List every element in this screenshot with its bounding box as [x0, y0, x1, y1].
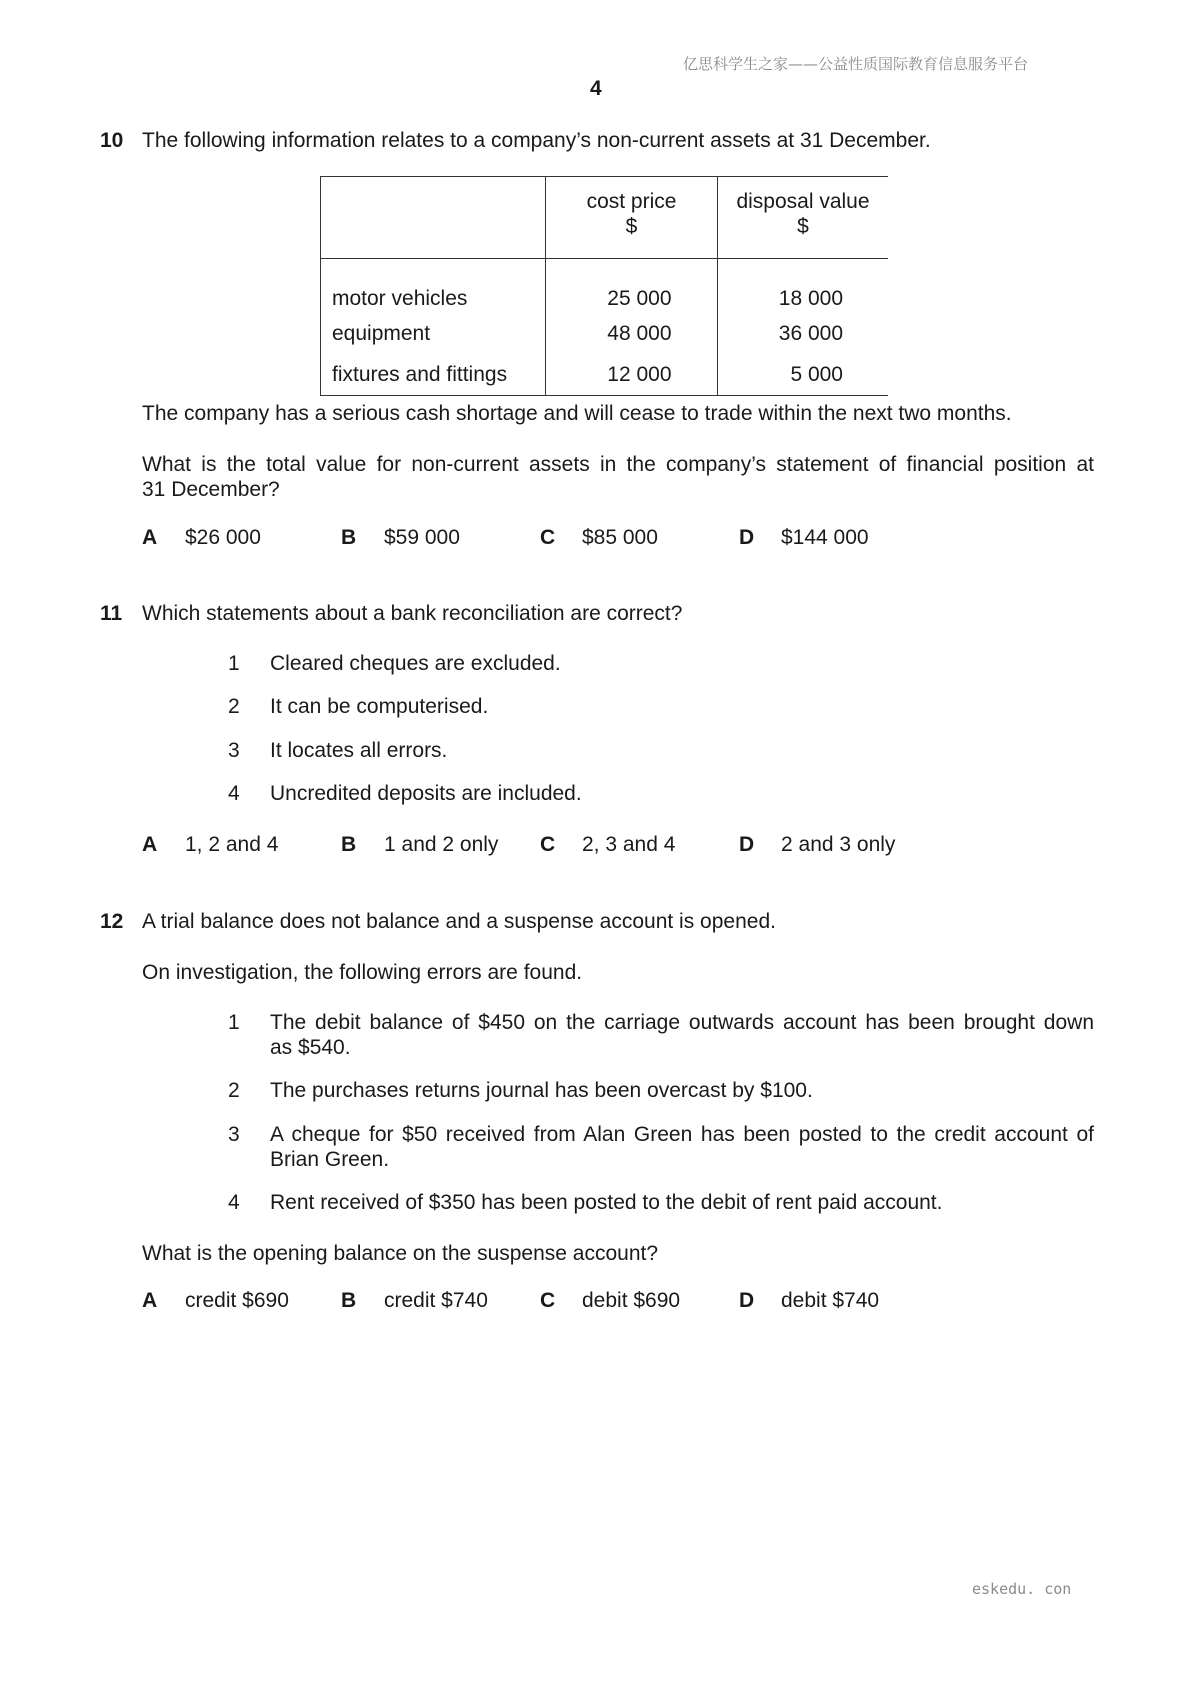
error-number: 1: [228, 1011, 240, 1034]
row-label: motor vehicles: [321, 259, 546, 314]
option-letter-b: B: [341, 526, 357, 549]
option-letter-d: D: [739, 1289, 755, 1312]
option-text-b: $59 000: [384, 526, 460, 549]
table-header-cost: [546, 177, 718, 259]
option-text-c: 2, 3 and 4: [582, 833, 676, 856]
cost-price-heading: cost price: [586, 190, 677, 213]
option-letter-b: B: [341, 833, 357, 856]
cost-cell: 25 000: [546, 259, 718, 314]
cost-unit: $: [625, 215, 638, 238]
error-number: 3: [228, 1123, 240, 1146]
question-number: 11: [100, 602, 123, 625]
option-text-d: 2 and 3 only: [781, 833, 896, 856]
error-text-line-2: as $540.: [270, 1036, 351, 1059]
option-text-c: $85 000: [582, 526, 658, 549]
statement-text: Cleared cheques are excluded.: [270, 652, 561, 675]
cost-cell: 12 000: [546, 355, 718, 396]
statement-number: 1: [228, 652, 240, 675]
option-text-b: credit $740: [384, 1289, 488, 1312]
option-letter-c: C: [540, 1289, 556, 1312]
row-label: fixtures and fittings: [321, 355, 546, 396]
error-text-line-2: Brian Green.: [270, 1148, 390, 1171]
statement-text: It can be computerised.: [270, 695, 489, 718]
q10-paragraph-2-line-1: What is the total value for non-current assets in the company’s statement of financial position at: [142, 453, 1094, 476]
row-label: equipment: [321, 313, 546, 355]
option-letter-a: A: [142, 526, 158, 549]
cost-cell: 48 000: [546, 313, 718, 355]
option-text-d: debit $740: [781, 1289, 880, 1312]
disposal-value-heading: disposal value: [736, 190, 870, 213]
statement-number: 4: [228, 782, 240, 805]
disposal-cell: 18 000: [778, 286, 843, 310]
q12-intro: On investigation, the following errors are found.: [142, 961, 583, 984]
page-number: 4: [590, 77, 602, 100]
q12-question: What is the opening balance on the suspense account?: [142, 1242, 659, 1265]
option-letter-c: C: [540, 526, 556, 549]
statement-number: 2: [228, 695, 240, 718]
error-number: 4: [228, 1191, 240, 1214]
error-text-line-1: The purchases returns journal has been overcast by $100.: [270, 1079, 813, 1102]
question-stem: A trial balance does not balance and a suspense account is opened.: [142, 910, 776, 933]
error-text-line-1: A cheque for $50 received from Alan Green has been posted to the credit account of: [270, 1123, 1094, 1146]
table-header-row: [321, 177, 889, 259]
statement-text: It locates all errors.: [270, 739, 448, 762]
disposal-cell: 36 000: [778, 322, 843, 346]
option-text-b: 1 and 2 only: [384, 833, 499, 856]
q10-paragraph-2-line-2: 31 December?: [142, 478, 280, 501]
option-letter-c: C: [540, 833, 556, 856]
footer-watermark: eskedu. con: [972, 1580, 1072, 1598]
table-header-empty: [321, 177, 546, 259]
option-letter-a: A: [142, 1289, 158, 1312]
option-text-a: $26 000: [185, 526, 261, 549]
error-text-line-1: The debit balance of $450 on the carriage outwards account has been brought down: [270, 1011, 1094, 1034]
assets-table: [320, 176, 888, 396]
error-number: 2: [228, 1079, 240, 1102]
option-letter-d: D: [739, 833, 755, 856]
option-text-a: credit $690: [185, 1289, 289, 1312]
option-letter-d: D: [739, 526, 755, 549]
question-number: 12: [100, 910, 124, 933]
disposal-unit: $: [797, 215, 809, 238]
option-letter-b: B: [341, 1289, 357, 1312]
statement-text: Uncredited deposits are included.: [270, 782, 582, 805]
option-letter-a: A: [142, 833, 158, 856]
question-stem: Which statements about a bank reconciliation are correct?: [142, 602, 683, 625]
option-text-d: $144 000: [781, 526, 869, 549]
table-row: [321, 259, 889, 314]
header-watermark: 亿思科学生之家——公益性质国际教育信息服务平台: [683, 55, 1029, 73]
question-number: 10: [100, 129, 124, 152]
statement-number: 3: [228, 739, 240, 762]
q10-paragraph-1: The company has a serious cash shortage and will cease to trade within the next two months.: [142, 402, 1012, 425]
option-text-c: debit $690: [582, 1289, 681, 1312]
table-row: [321, 313, 889, 355]
option-text-a: 1, 2 and 4: [185, 833, 279, 856]
question-stem: The following information relates to a company’s non-current assets at 31 December.: [142, 129, 931, 152]
table-header-disposal: [718, 177, 889, 259]
disposal-cell: 5 000: [718, 355, 889, 396]
error-text-line-1: Rent received of $350 has been posted to the debit of rent paid account.: [270, 1191, 943, 1214]
table-row: [321, 355, 889, 396]
